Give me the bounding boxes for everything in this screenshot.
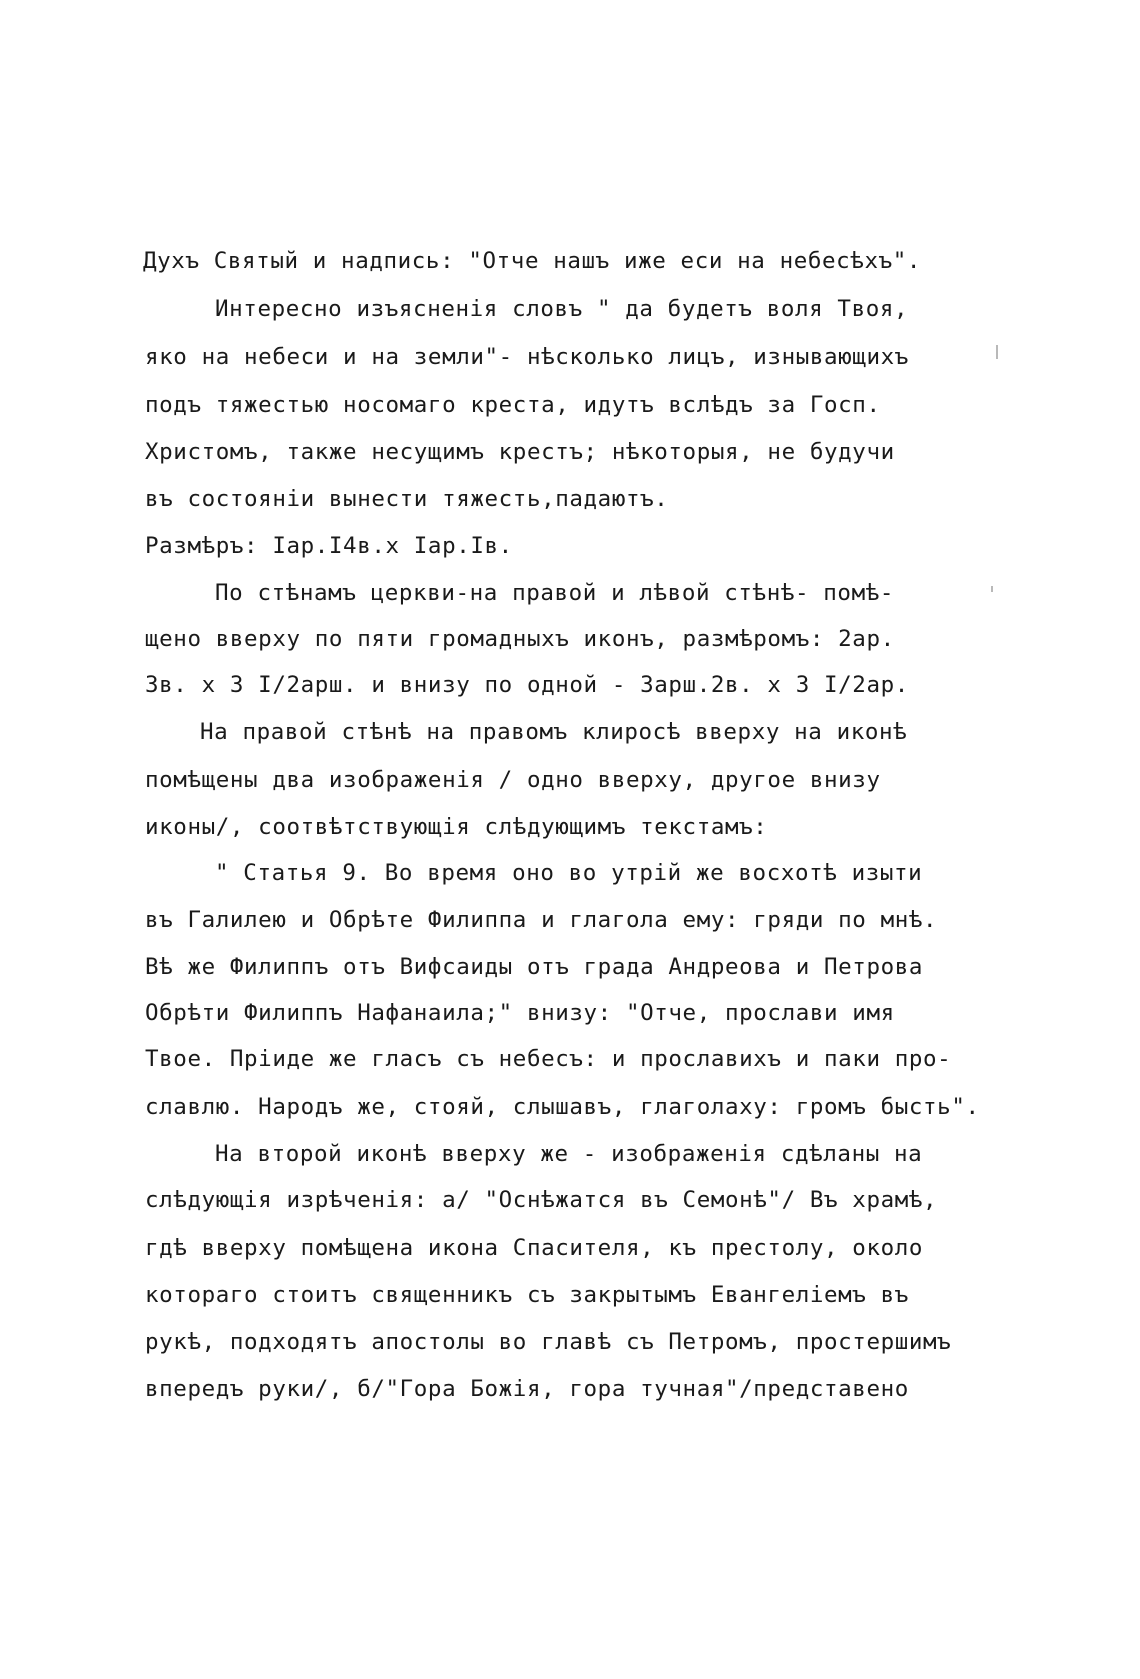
margin-speck <box>991 586 993 592</box>
text-line: иконы/, соотвѣтствующія слѣдующимъ текстамъ: <box>145 814 768 840</box>
text-line: помѣщены два изображенія / одно вверху, другое внизу <box>145 767 881 793</box>
text-line: На второй иконѣ вверху же - изображенія сдѣланы на <box>215 1141 923 1167</box>
text-line: славлю. Народъ же, стояй, слышавъ, глаголаху: громъ бысть". <box>145 1094 980 1120</box>
text-line: впередъ руки/, б/"Гора Божія, гора тучная"/представено <box>145 1376 909 1402</box>
text-line: Обрѣти Филиппъ Нафанаила;" внизу: "Отче, прослави имя <box>145 1000 895 1026</box>
text-line: Вѣ же Филиппъ отъ Вифсаиды отъ града Андреова и Петрова <box>145 954 924 980</box>
text-line: Христомъ, также несущимъ крестъ; нѣкоторыя, не будучи <box>145 439 895 465</box>
text-line: По стѣнамъ церкви-на правой и лѣвой стѣнѣ- помѣ- <box>215 580 895 606</box>
text-line: " Статья 9. Во время оно во утрій же восхотѣ изыти <box>215 860 923 886</box>
text-line: Размѣръ: Iар.I4в.x Iар.Iв. <box>145 533 513 559</box>
margin-speck <box>996 345 998 359</box>
text-line: Интересно изъясненія словъ " да будетъ воля Твоя, <box>215 296 909 322</box>
text-line: яко на небеси и на земли"- нѣсколько лицъ, изнывающихъ <box>145 344 909 370</box>
text-line: Духъ Святый и надпись: "Отче нашъ иже еси на небесѣхъ". <box>143 248 922 274</box>
text-line: въ состояніи вынести тяжесть,падаютъ. <box>145 486 669 512</box>
text-line: слѣдующія изрѣченія: а/ "Оснѣжатся въ Семонѣ"/ Въ храмѣ, <box>145 1187 938 1213</box>
text-line: рукѣ, подходятъ апостолы во главѣ съ Петромъ, простершимъ <box>145 1329 952 1355</box>
text-line: 3в. x 3 I/2арш. и внизу по одной - 3арш.2в. x 3 I/2ар. <box>145 672 909 698</box>
text-line: котораго стоитъ священникъ съ закрытымъ Евангеліемъ въ <box>145 1282 909 1308</box>
text-line: подъ тяжестью носомаго креста, идутъ вслѣдъ за Госп. <box>145 392 881 418</box>
text-line: гдѣ вверху помѣщена икона Спасителя, къ престолу, около <box>145 1235 924 1261</box>
text-line: Твое. Пріиде же гласъ съ небесъ: и прославихъ и паки про- <box>145 1046 952 1072</box>
text-line: На правой стѣнѣ на правомъ клиросѣ вверху на иконѣ <box>200 719 908 745</box>
text-line: въ Галилею и Обрѣте Филиппа и глагола ему: гряди по мнѣ. <box>145 907 938 933</box>
text-line: щено вверху по пяти громадныхъ иконъ, размѣромъ: 2ар. <box>145 626 895 652</box>
